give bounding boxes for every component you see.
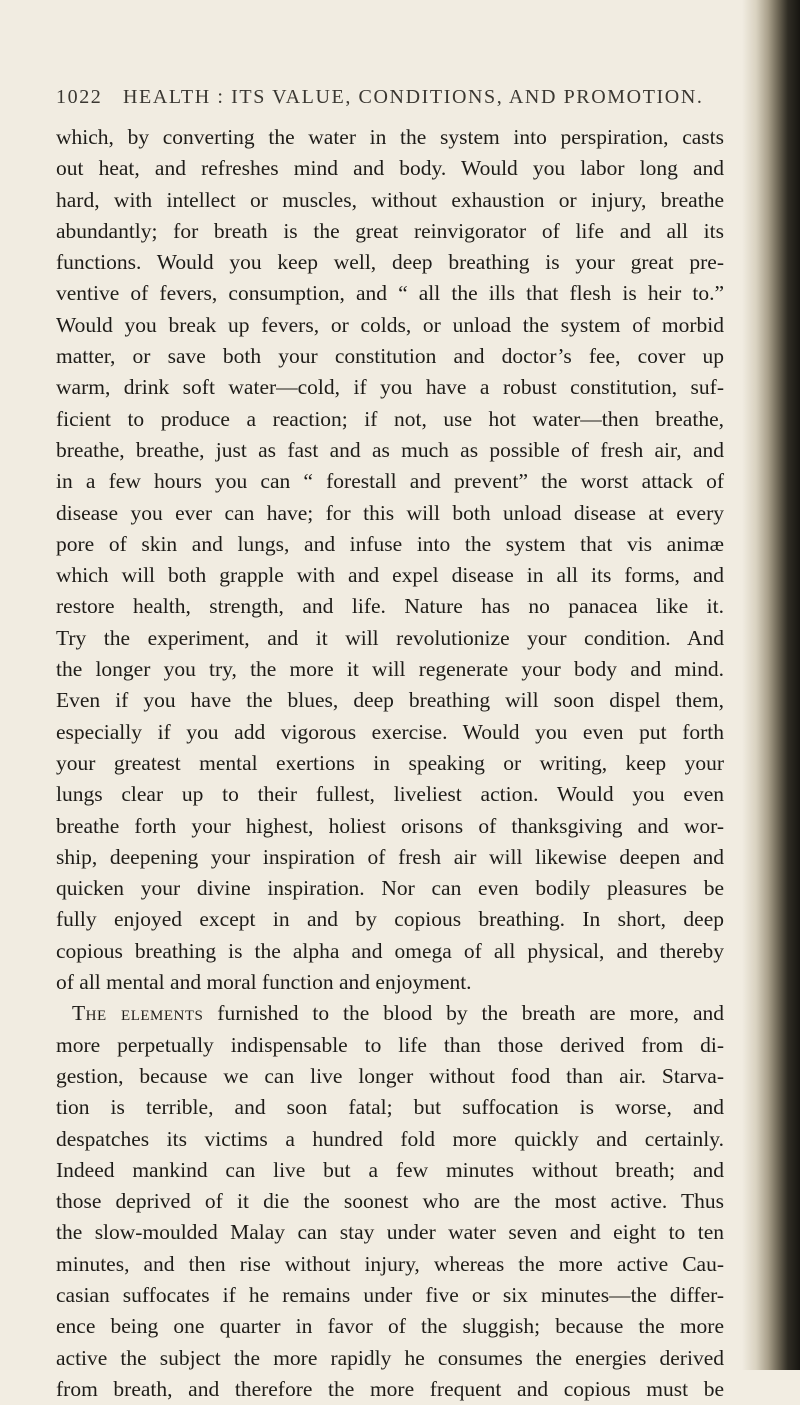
- text-line: especially if you add vigorous exercise. Would you even put forth: [56, 719, 724, 744]
- text-line: minutes, and then rise without injury, whereas the more active Cau-: [56, 1251, 724, 1276]
- text-line: from breath, and therefore the more frequent and copious must be: [56, 1376, 724, 1401]
- text-line: ence being one quarter in favor of the sluggish; because the more: [56, 1314, 724, 1339]
- text-line: quicken your divine inspiration. Nor can even bodily pleasures be: [56, 876, 724, 901]
- text-line: your greatest mental exertions in speaking or writing, keep your: [56, 750, 724, 775]
- text-line: copious breathing is the alpha and omega of all physical, and thereby: [56, 938, 724, 963]
- page-number: 1022: [56, 86, 103, 108]
- text-line: matter, or save both your constitution and doctor’s fee, cover up: [56, 344, 724, 369]
- text-line: ventive of fevers, consumption, and “ all the ills that flesh is heir to.”: [56, 281, 724, 306]
- text-line: which will both grapple with and expel disease in all its forms, and: [56, 563, 724, 588]
- text-line: restore health, strength, and life. Nature has no panacea like it.: [56, 594, 724, 619]
- text-line: gestion, because we can live longer without food than air. Starva-: [56, 1063, 724, 1088]
- text-line: fully enjoyed except in and by copious breathing. In short, deep: [56, 907, 724, 932]
- text-line: despatches its victims a hundred fold more quickly and certainly.: [56, 1126, 724, 1151]
- text-line: of all mental and moral function and enjoyment.: [56, 970, 472, 995]
- text-line: more perpetually indispensable to life than those derived from di-: [56, 1032, 724, 1057]
- text-line: Even if you have the blues, deep breathing will soon dispel them,: [56, 688, 724, 713]
- text-line: ship, deepening your inspiration of fresh air will likewise deepen and: [56, 844, 724, 869]
- text-line-rest: furnished to the blood by the breath are more, and: [217, 1001, 724, 1026]
- text-line: ficient to produce a reaction; if not, use hot water—then breathe,: [56, 406, 724, 431]
- text-line: lungs clear up to their fullest, liveliest action. Would you even: [56, 782, 724, 807]
- running-title: HEALTH : ITS VALUE, CONDITIONS, AND PROMOTION.: [123, 86, 704, 108]
- text-line: those deprived of it die the soonest who are the most active. Thus: [56, 1189, 724, 1214]
- paragraph-start-line: [56, 998, 724, 1029]
- text-line: breathe, breathe, just as fast and as much as possible of fresh air, and: [56, 437, 724, 462]
- text-line: the slow-moulded Malay can stay under water seven and eight to ten: [56, 1220, 724, 1245]
- text-line: casian suffocates if he remains under five or six minutes—the differ-: [56, 1282, 724, 1307]
- binding-edge: [742, 0, 800, 1370]
- running-header: [56, 86, 716, 109]
- text-line: hard, with intellect or muscles, without exhaustion or injury, breathe: [56, 187, 724, 212]
- text-line: in a few hours you can “ forestall and prevent” the worst attack of: [56, 469, 724, 494]
- text-line: Try the experiment, and it will revolutionize your condition. And: [56, 625, 724, 650]
- text-line: pore of skin and lungs, and infuse into the system that vis animæ: [56, 531, 724, 556]
- text-line: active the subject the more rapidly he consumes the energies derived: [56, 1345, 724, 1370]
- text-line: Would you break up fevers, or colds, or unload the system of morbid: [56, 312, 724, 337]
- text-line: disease you ever can have; for this will both unload disease at every: [56, 500, 724, 525]
- text-line: warm, drink soft water—cold, if you have a robust constitution, suf-: [56, 375, 724, 400]
- text-line: Indeed mankind can live but a few minutes without breath; and: [56, 1157, 724, 1182]
- text-line: out heat, and refreshes mind and body. Would you labor long and: [56, 156, 724, 181]
- text-line: which, by converting the water in the system into perspiration, casts: [56, 125, 724, 149]
- text-line: abundantly; for breath is the great reinvigorator of life and all its: [56, 218, 724, 243]
- paragraph-lead: The elements: [72, 1001, 204, 1026]
- body-text: [56, 122, 724, 1405]
- text-line: breathe forth your highest, holiest orisons of thanksgiving and wor-: [56, 813, 724, 838]
- text-line: tion is terrible, and soon fatal; but suffocation is worse, and: [56, 1095, 724, 1120]
- text-line: the longer you try, the more it will regenerate your body and mind.: [56, 657, 724, 682]
- text-line: functions. Would you keep well, deep breathing is your great pre-: [56, 250, 724, 275]
